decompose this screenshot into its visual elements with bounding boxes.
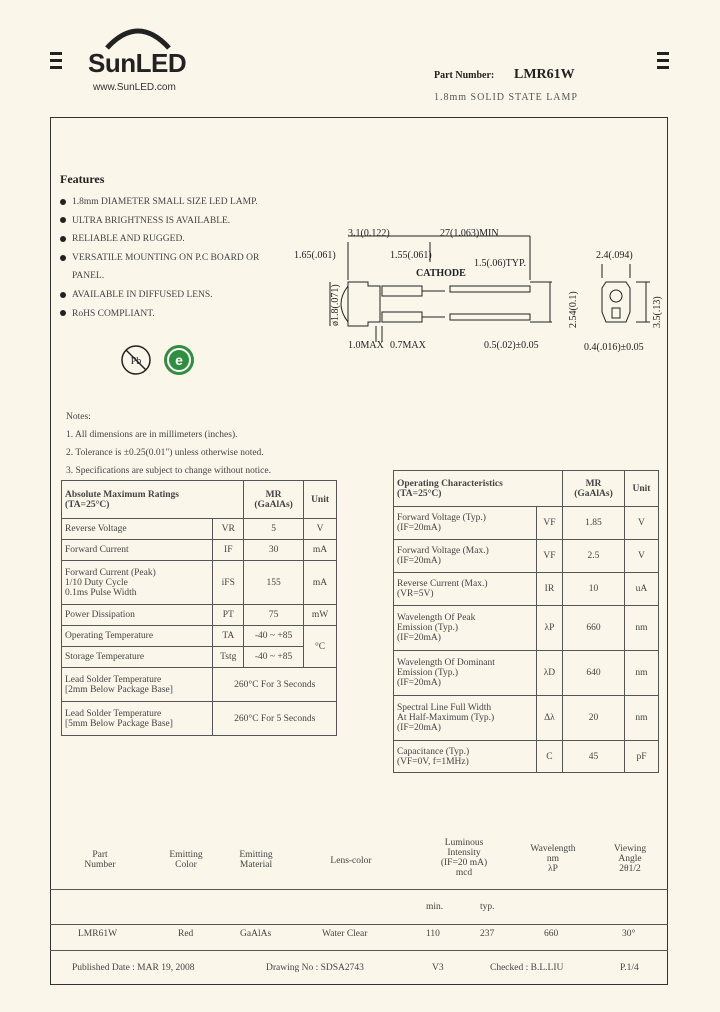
pb-free-icon [120, 344, 152, 376]
feature-item: 1.8mm DIAMETER SMALL SIZE LED LAMP. [60, 193, 259, 212]
absolute-max-table: Absolute Maximum Ratings (TA=25°C) MR (GaAlAs) Unit Reverse Voltage VR 5 V Forward Current IF 30 mA Forward Current (Peak) 1/10 Duty Cycle 0.1ms Pulse Width iFS 155 mA Power Dissipation PT 75 mW Operating Temperature TA -40 ~ +85 °C Storage Temperature Tstg -40 ~ +85 Lead Solder Temperature [2mm Below Package Base] 260°C For 3 Seconds Lead Solder Temperature [5mm Below Package Base] 260°C For 5 Seconds [61, 480, 337, 736]
feature-item: AVAILABLE IN DIFFUSED LENS. [60, 286, 259, 305]
notes: Notes: 1. All dimensions are in millimeters (inches). 2. Tolerance is ±0.25(0.01") unless otherwise noted. 3. Specifications are subject to change without notice. [66, 412, 271, 476]
table-row: Power Dissipation PT 75 mW [62, 605, 337, 626]
table-row: Lead Solder Temperature [2mm Below Package Base] 260°C For 3 Seconds [62, 668, 337, 702]
selection-divider [50, 889, 668, 890]
feature-item: RoHS COMPLIANT. [60, 305, 259, 324]
svg-text:0.5(.02)±0.05: 0.5(.02)±0.05 [484, 340, 539, 351]
page-number: P.1/4 [620, 963, 639, 973]
package-drawing [290, 222, 670, 357]
svg-text:1.65(.061): 1.65(.061) [294, 250, 336, 261]
checked-by: Checked : B.L.LIU [490, 963, 564, 973]
logo-arc-icon [103, 22, 173, 50]
svg-text:e: e [175, 352, 183, 368]
operating-characteristics-table: Operating Characteristics (TA=25°C) MR (GaAlAs) Unit Forward Voltage (Typ.) (IF=20mA) VF 1.85 V Forward Voltage (Max.) (IF=20mA) VF 2.5 V Reverse Current (Max.) (VR=5V) IR 10 uA Wavelength Of Peak Emission (Typ.) (IF=20mA) λP 660 nm Wavelength Of Dominant Emission (Typ.) (IF=20mA) λD 640 nm Spectral Line Full Width At Half-Maximum (Typ.) (IF=20mA) Δλ 20 nm Capacitance (Typ.) (VF=0V, f=1MHz) C 45 pF [393, 470, 659, 773]
svg-text:27(1.063)MIN: 27(1.063)MIN [440, 228, 499, 239]
svg-text:1.5(.06)TYP.: 1.5(.06)TYP. [474, 258, 526, 269]
brand-logo: SunLED [88, 48, 187, 78]
table-row: Operating Temperature TA -40 ~ +85 °C [62, 626, 337, 647]
svg-text:0.4(.016)±0.05: 0.4(.016)±0.05 [584, 342, 644, 353]
part-number-label: Part Number: [434, 70, 495, 81]
product-subtitle: 1.8mm SOLID STATE LAMP [434, 92, 578, 103]
table-row: Storage Temperature Tstg -40 ~ +85 [62, 647, 337, 668]
version: V3 [432, 963, 444, 973]
table-row: Wavelength Of Peak Emission (Typ.) (IF=20mA) λP 660 nm [394, 606, 659, 651]
svg-text:1.55(.061): 1.55(.061) [390, 250, 432, 261]
svg-text:2.4(.094): 2.4(.094) [596, 250, 633, 261]
svg-text:1.0MAX: 1.0MAX [348, 340, 384, 351]
features-title: Features [60, 172, 105, 186]
table-row: Forward Voltage (Typ.) (IF=20mA) VF 1.85 V [394, 507, 659, 540]
typ-label: typ. [480, 902, 495, 912]
right-bars-mark [657, 52, 669, 73]
table-row: Forward Voltage (Max.) (IF=20mA) VF 2.5 V [394, 540, 659, 573]
selection-divider [50, 924, 668, 925]
svg-text:3.5(.13): 3.5(.13) [652, 296, 663, 328]
feature-item: RELIABLE AND RUGGED. [60, 230, 259, 249]
table-row: Forward Current (Peak) 1/10 Duty Cycle 0.1ms Pulse Width iFS 155 mA [62, 561, 337, 605]
table-row: Reverse Voltage VR 5 V [62, 519, 337, 540]
table-row: Capacitance (Typ.) (VF=0V, f=1MHz) C 45 pF [394, 741, 659, 773]
feature-item: ULTRA BRIGHTNESS IS AVAILABLE. [60, 212, 259, 231]
left-bars-mark [50, 52, 62, 73]
published-date: Published Date : MAR 19, 2008 [72, 963, 195, 973]
svg-text:2.54(0.1): 2.54(0.1) [568, 291, 579, 328]
table-row: Spectral Line Full Width At Half-Maximum (Typ.) (IF=20mA) Δλ 20 nm [394, 696, 659, 741]
brand-url[interactable]: www.SunLED.com [93, 82, 176, 93]
min-label: min. [426, 902, 444, 912]
table-row: Wavelength Of Dominant Emission (Typ.) (IF=20mA) λD 640 nm [394, 651, 659, 696]
part-number: LMR61W [514, 67, 575, 82]
table-row: Lead Solder Temperature [5mm Below Package Base] 260°C For 5 Seconds [62, 702, 337, 736]
svg-text:ø1.8(.071): ø1.8(.071) [330, 284, 341, 326]
feature-item: PANEL. [72, 271, 105, 282]
selection-divider [50, 950, 668, 951]
svg-text:0.7MAX: 0.7MAX [390, 340, 426, 351]
drawing-number: Drawing No : SDSA2743 [266, 963, 364, 973]
eco-icon [162, 343, 196, 377]
table-row: Reverse Current (Max.) (VR=5V) IR 10 uA [394, 573, 659, 606]
table-row: Forward Current IF 30 mA [62, 540, 337, 561]
svg-text:Pb: Pb [130, 356, 142, 367]
features-list [60, 193, 259, 323]
feature-item: VERSATILE MOUNTING ON P.C BOARD OR [60, 249, 259, 268]
svg-text:3.1(0.122): 3.1(0.122) [348, 228, 390, 239]
svg-text:CATHODE: CATHODE [416, 268, 466, 279]
